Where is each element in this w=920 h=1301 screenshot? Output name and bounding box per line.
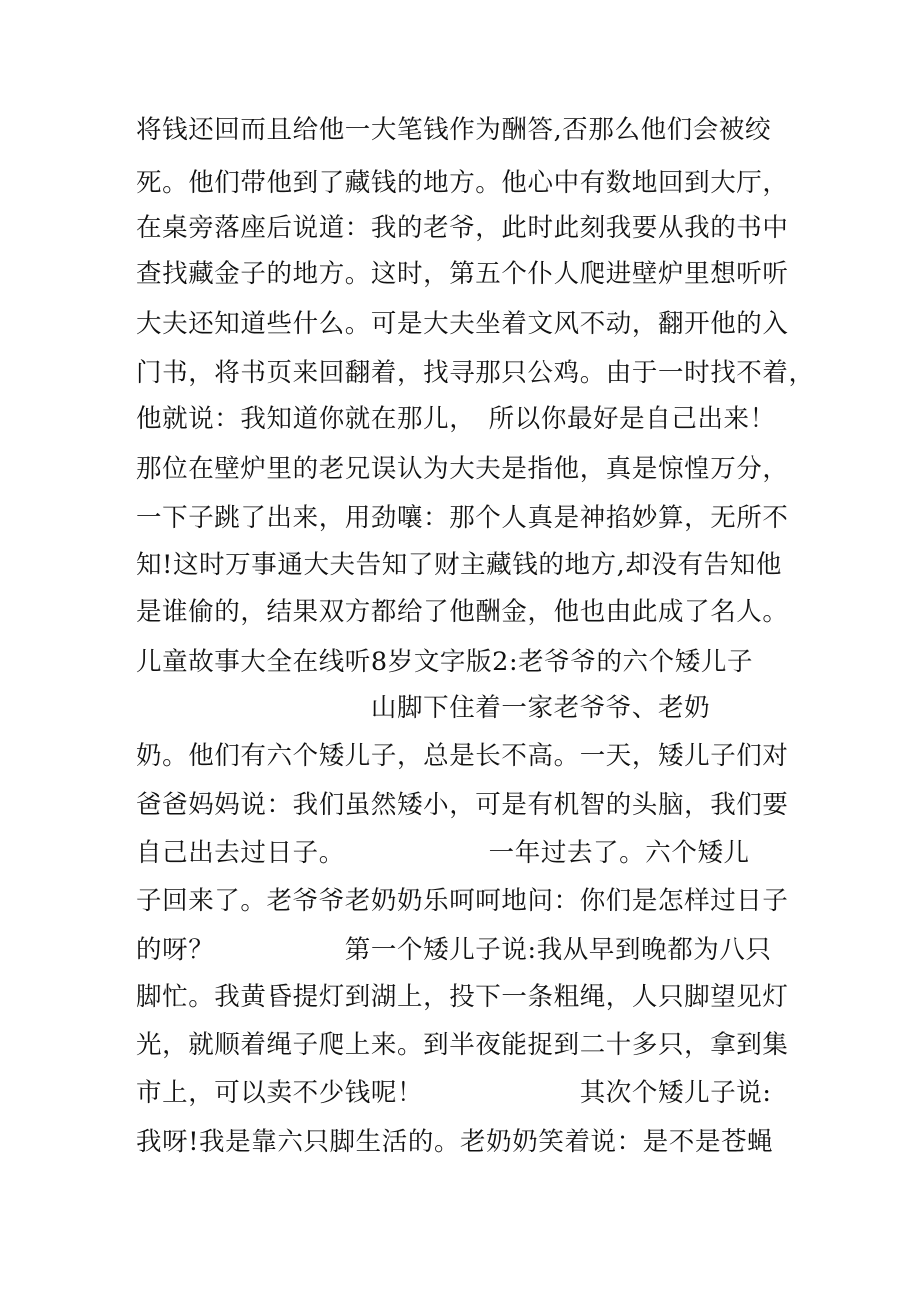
text-line: 光，就顺着绳子爬上来。到半夜能捉到二十多只，拿到集 — [136, 1030, 789, 1060]
text-line: 查找藏金子的地方。这时，第五个仆人爬进壁炉里想听听 — [136, 259, 789, 289]
text-line: 我呀!我是靠六只脚生活的。老奶奶笑着说：是不是苍蝇 — [136, 1127, 774, 1157]
section-heading: 儿童故事大全在线听8岁文字版2:老爷爷的六个矮儿子 — [136, 647, 754, 677]
text-line: 死。他们带他到了藏钱的地方。他心中有数地回到大厅， — [136, 168, 789, 198]
text-line: 山脚下住着一家老爷爷、老奶 — [136, 693, 711, 723]
text-line: 大夫还知道些什么。可是大夫坐着文风不动，翻开他的入 — [136, 309, 789, 339]
text-line: 知!这时万事通大夫告知了财主藏钱的地方,却没有告知他 — [136, 550, 782, 580]
text-line: 将钱还回而且给他一大笔钱作为酬答,否那么他们会被绞 — [136, 115, 772, 145]
text-line: 一下子跳了出来，用劲嚷：那个人真是神掐妙算，无所不 — [136, 503, 789, 533]
text-line: 那位在壁炉里的老兄误认为大夫是指他，真是惊惶万分， — [136, 454, 789, 484]
text-line: 在桌旁落座后说道：我的老爷，此时此刻我要从我的书中 — [136, 213, 789, 243]
text-line: 爸爸妈妈说：我们虽然矮小，可是有机智的头脑，我们要 — [136, 790, 789, 820]
text-line: 是谁偷的，结果双方都给了他酬金，他也由此成了名人。 — [136, 597, 789, 627]
text-line: 的呀？ 第一个矮儿子说:我从早到晚都为八只 — [136, 935, 772, 965]
text-line: 子回来了。老爷爷老奶奶乐呵呵地问：你们是怎样过日子 — [136, 886, 789, 916]
text-line: 自己出去过日子。 一年过去了。六个矮儿 — [136, 838, 750, 868]
text-line: 脚忙。我黄昏提灯到湖上，投下一条粗绳，人只脚望见灯 — [136, 982, 789, 1012]
text-line: 市上，可以卖不少钱呢！ 其次个矮儿子说: — [136, 1078, 772, 1108]
text-line: 奶。他们有六个矮儿子，总是长不高。一天，矮儿子们对 — [136, 741, 789, 771]
text-line: 门书，将书页来回翻着，找寻那只公鸡。由于一时找不着， — [136, 358, 815, 388]
text-line: 他就说：我知道你就在那儿， 所以你最好是自己出来！ — [136, 404, 776, 434]
